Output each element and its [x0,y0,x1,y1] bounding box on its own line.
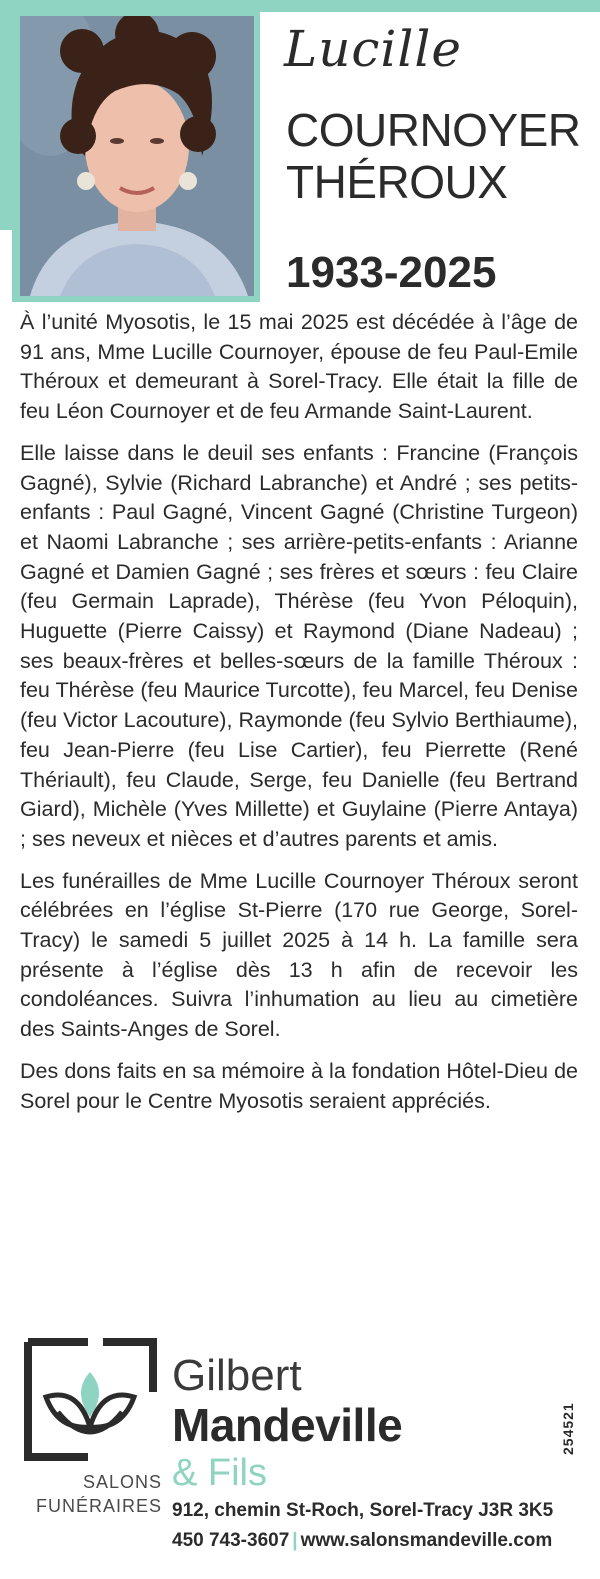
company-website: www.salonsmandeville.com [300,1530,553,1551]
company-name-fils: & Fils [172,1452,267,1494]
last-name-line-2: THÉROUX [286,156,508,208]
paragraph-funeral: Les funérailles de Mme Lucille Cournoyer Théroux seront célébrées en l’église St-Pierre (170 rue George, Sorel-Tracy) le samedi 5 juillet 2025 à 14 h. La famille sera présente à l’église dès 13 h afin de recevoir les condoléances. Suivra l’inhumation au lieu au cimetière des Saints-Anges de Sorel. [20,868,578,1042]
paragraph-death-notice: À l’unité Myosotis, le 15 mai 2025 est décédée à l’âge de 91 ans, Mme Lucille Cournoyer, épouse de feu Paul-Emile Théroux et demeurant à Sorel-Tracy. Elle était la fille de feu Léon Cournoyer et de feu Armande Saint-Laurent. [20,310,578,424]
contact-separator: | [292,1530,298,1551]
salons-line-2: FUNÉRAIRES [35,1496,162,1516]
first-name: Lucille [284,20,462,78]
portrait-photo [20,16,254,296]
company-address: 912, chemin St-Roch, Sorel-Tracy J3R 3K5 [172,1500,554,1521]
paragraph-family: Elle laisse dans le deuil ses enfants : Francine (François Gagné), Sylvie (Richard Labranche) et André ; ses petits-enfants : Paul Gagné, Vincent Gagné (Christine Turgeon) et Naomi Labranche ; ses arrière-petits-enfants : Arianne Gagné et Damien Gagné ; ses frères et sœurs : feu Claire (feu Germain Laprade), Thérèse (feu Yvon Péloquin), Huguette (Pierre Caissy) et Raymond (Diane Nadeau) ; ses beaux-frères et belles-sœurs de la famille Théroux : feu Thérèse (feu Maurice Turcotte), feu Marcel, feu Denise (feu Victor Lacouture), Raymonde (feu Sylvio Berthiaume), feu Jean-Pierre (feu Lise Cartier), feu Pierrette (René Thériault), feu Claude, Serge, feu Danielle (feu Bertrand Giard), Michèle (Yves Millette) et Guylaine (Pierre Antaya) ; ses neveux et nièces et d’autres parents et amis. [20,440,578,851]
ad-reference-number: 254521 [560,1402,576,1455]
last-name [286,104,581,208]
last-name-line-1: COURNOYER [286,104,581,156]
company-name-gilbert: Gilbert [172,1351,302,1400]
salons-funeraires-label [20,1470,162,1518]
company-phone: 450 743-3607 [172,1530,290,1551]
paragraph-donations: Des dons faits en sa mémoire à la fondation Hôtel-Dieu de Sorel pour le Centre Myosotis seraient appréciés. [20,1058,578,1113]
company-contact [172,1530,552,1552]
life-years: 1933-2025 [286,248,497,297]
salons-line-1: SALONS [82,1472,162,1492]
obituary-text [20,308,578,1128]
company-name-mandeville: Mandeville [172,1399,403,1451]
funeral-home-logo-icon [18,1332,163,1467]
